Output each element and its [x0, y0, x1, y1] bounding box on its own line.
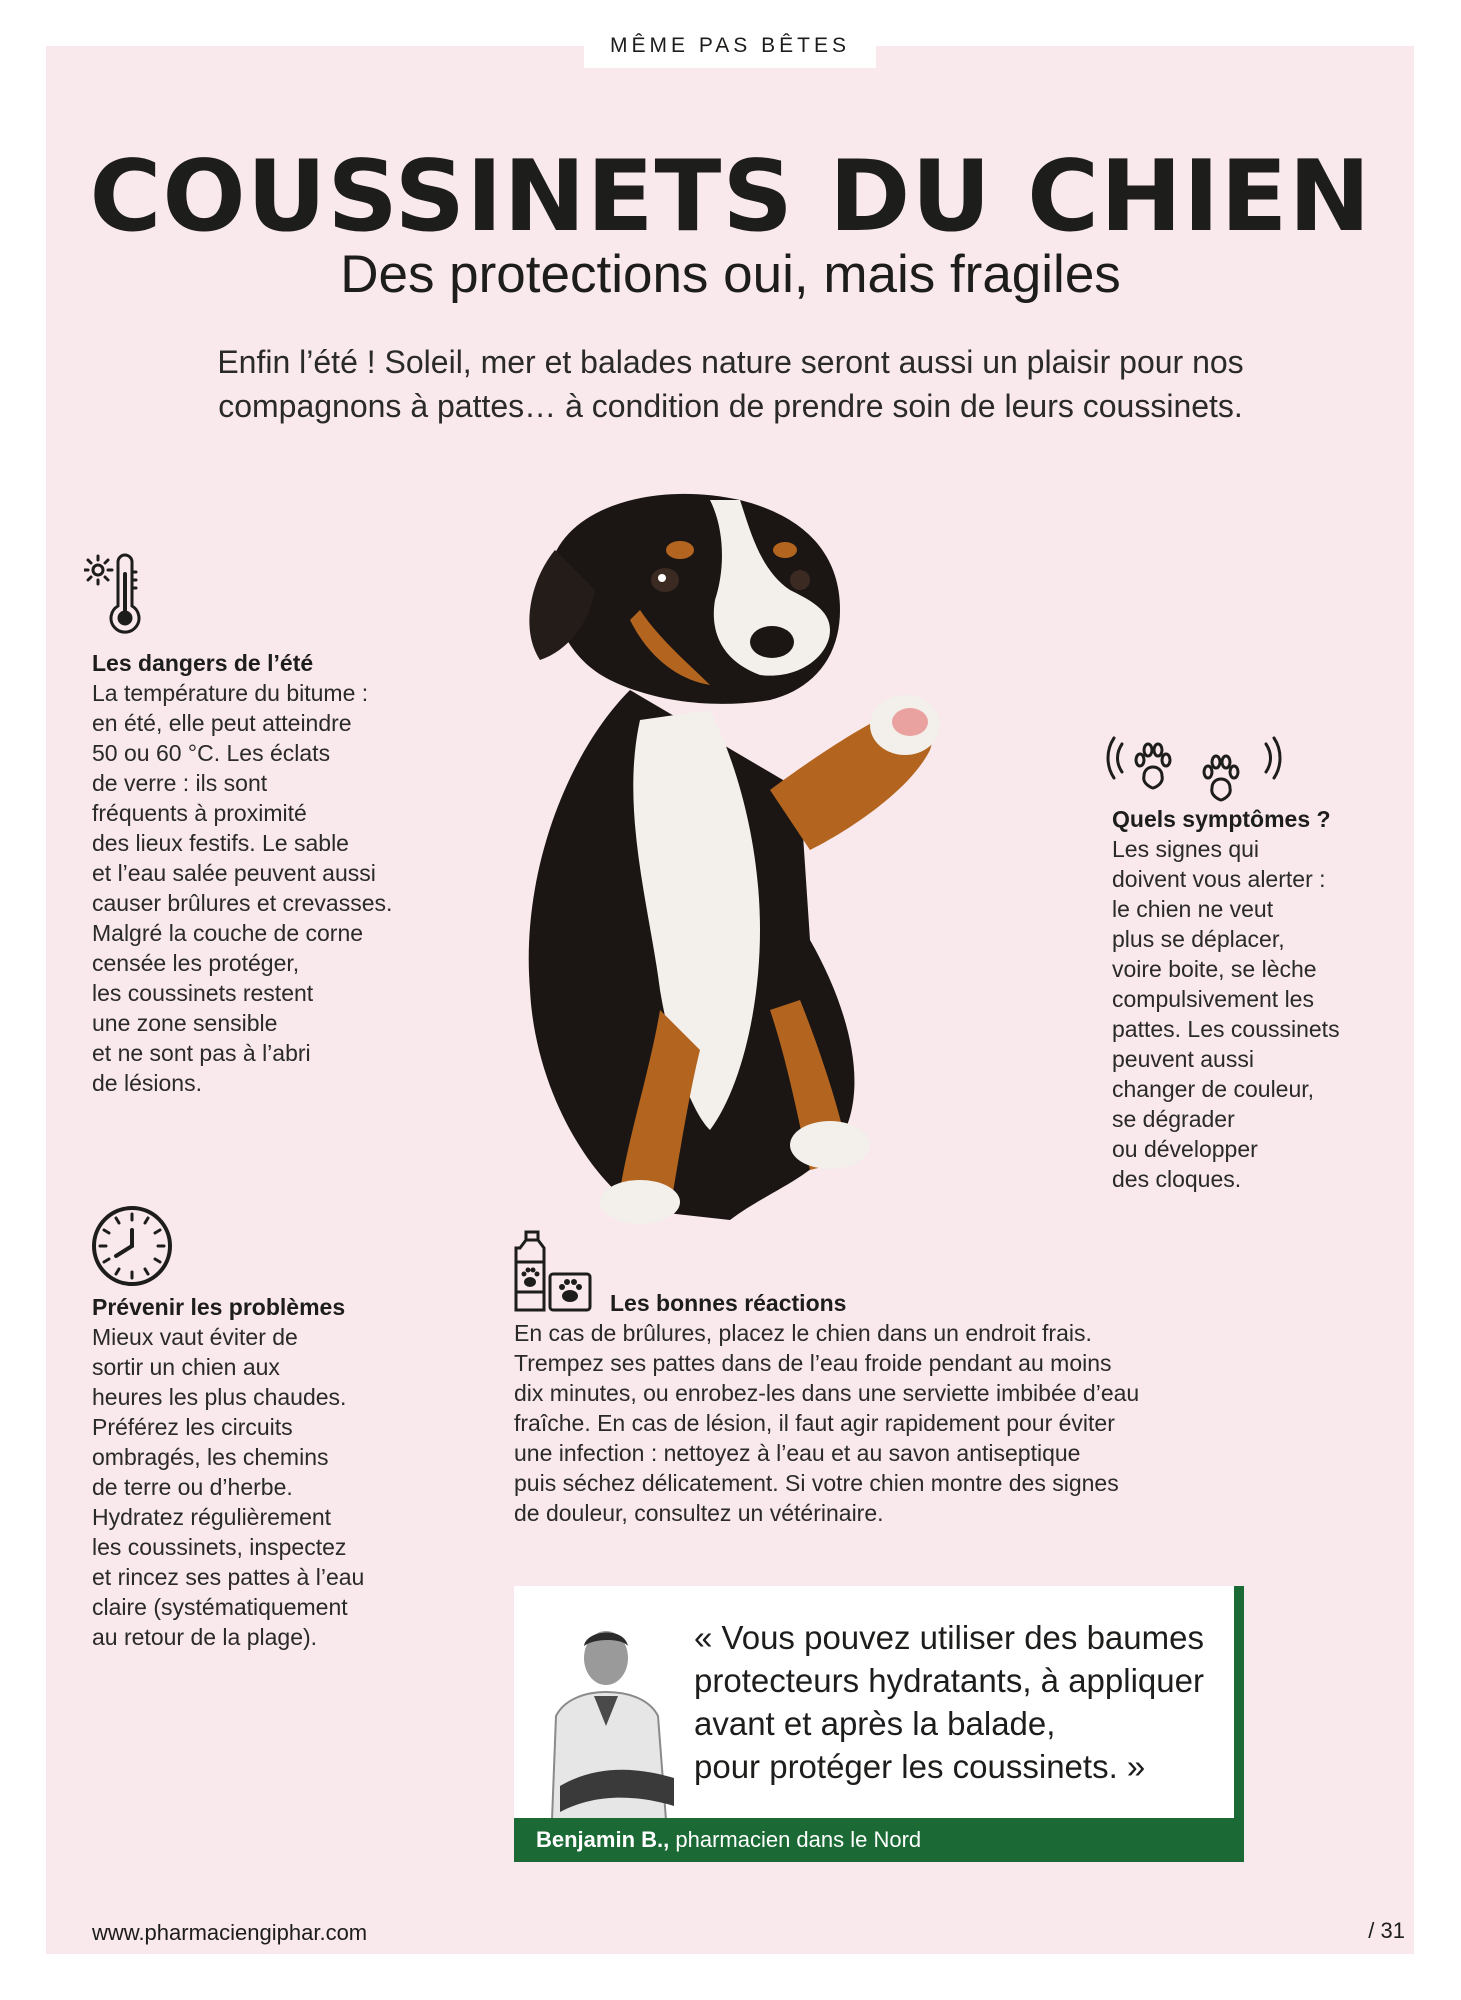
prevent-text: Mieux vaut éviter de sortir un chien aux heures les plus chaudes. Préférez les circuits ombragés, les chemins de terre ou d’herbe. Hydratez régulièrement les coussinets, inspectez et rincez ses pattes à l’eau claire (systématiquement au retour de la plage). — [92, 1324, 365, 1650]
reactions-text: En cas de brûlures, placez le chien dans un endroit frais. Trempez ses pattes dans de l’eau froide pendant au moins dix minutes, ou enrobez-les dans une serviette imbibée d’eau fraîche. En cas de lésion, il faut agir rapidement pour éviter une infection : nettoyez à l’eau et au savon antiseptique puis séchez délicatement. Si votre chien montre des signes de douleur, consultez un vétérinaire. — [514, 1320, 1140, 1526]
dangers-title: Les dangers de l’été — [92, 650, 314, 676]
quote-author-name: Benjamin B., — [536, 1827, 670, 1852]
symptoms-title: Quels symptômes ? — [1112, 806, 1331, 832]
dangers-text: La température du bitume : en été, elle peut atteindre 50 ou 60 °C. Les éclats de verre : ils sont fréquents à proximité des lieux festifs. Le sable et l’eau salée peuvent aussi causer brûlures et crevasses. Malgré la couche de corne censée les protéger, les coussinets restent une zone sensible et ne sont pas à l’abri de lésions. — [92, 680, 393, 1096]
quote-author-role: pharmacien dans le Nord — [669, 1827, 922, 1852]
page-number: / 31 — [1368, 1918, 1405, 1943]
thermometer-sun-icon — [84, 552, 146, 638]
intro-text: Enfin l’été ! Soleil, mer et balades nature seront aussi un plaisir pour nos compagnons à pattes… à condition de prendre soin de leurs coussinets. — [217, 344, 1244, 424]
paw-prints-icon — [1104, 726, 1284, 804]
prevent-box — [92, 1292, 432, 1652]
pharmacist-photo — [534, 1616, 684, 1820]
symptoms-text: Les signes qui doivent vous alerter : le chien ne veut plus se déplacer, voire boite, se lèche compulsivement les pattes. Les coussinets peuvent aussi changer de couleur, se dégrader ou développer des cloques. — [1112, 836, 1340, 1192]
prevent-title: Prévenir les problèmes — [92, 1294, 346, 1320]
dangers-box — [92, 648, 432, 1098]
reactions-title: Les bonnes réactions — [610, 1290, 847, 1316]
page-title: COUSSINETS DU CHIEN — [89, 140, 1372, 254]
symptoms-box — [1112, 804, 1382, 1194]
section-label: MÊME PAS BÊTES — [584, 24, 876, 68]
quote-text: « Vous pouvez utiliser des baumes protecteurs hydratants, à appliquer avant et après la balade, pour protéger les coussinets. » — [694, 1619, 1204, 1785]
quote-box — [514, 1586, 1244, 1820]
page-subtitle: Des protections oui, mais fragiles — [340, 245, 1121, 304]
reactions-box — [514, 1288, 1234, 1528]
puppy-image — [510, 490, 1030, 1250]
clock-icon — [90, 1204, 174, 1288]
quote-attribution — [514, 1818, 1244, 1862]
footer-url[interactable]: www.pharmaciengiphar.com — [92, 1920, 368, 1945]
